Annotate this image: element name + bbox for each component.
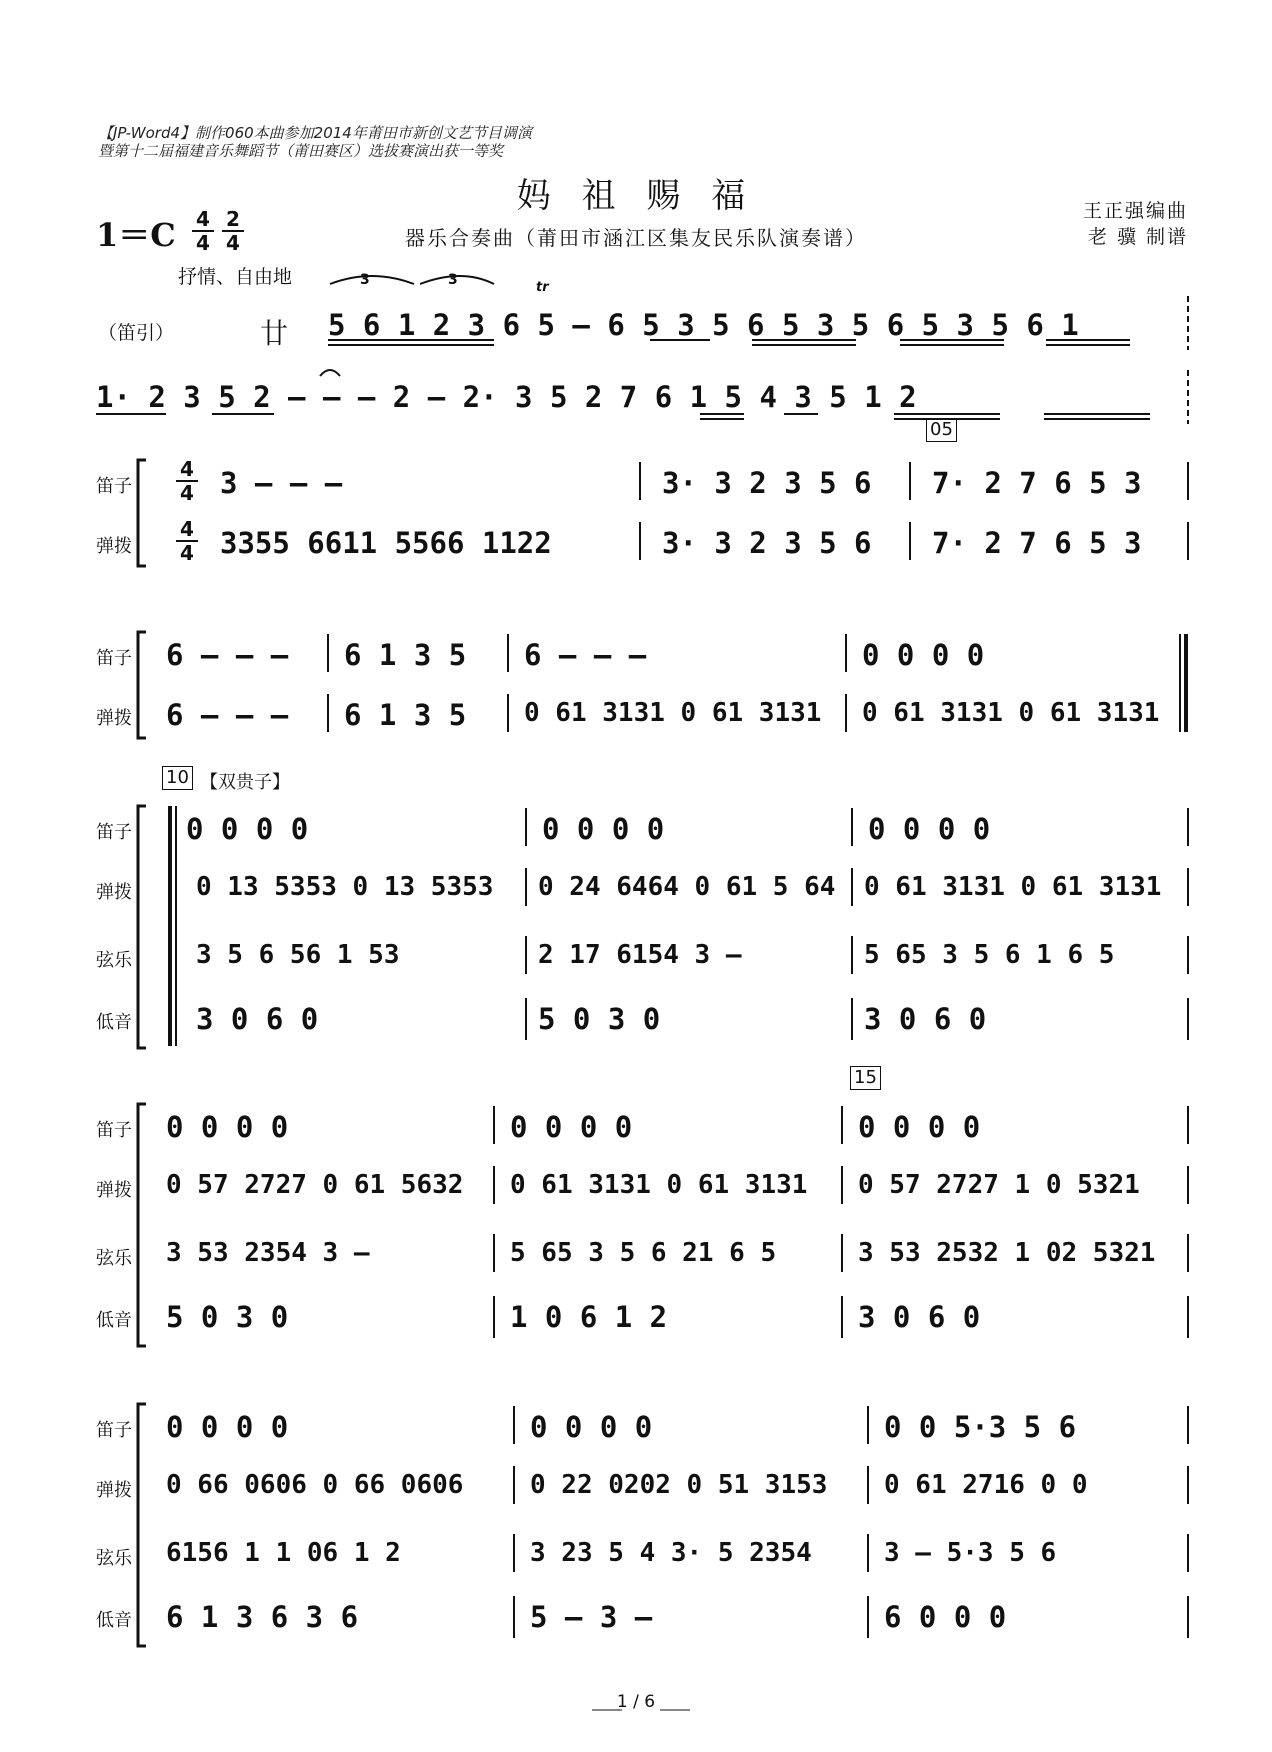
rehearsal-mark-15: 15 bbox=[850, 1066, 881, 1090]
s1-tanbo-m1: 3355 6611 5566 1122 bbox=[220, 526, 552, 560]
label-tanbo: 弹拨 bbox=[96, 536, 132, 557]
s3-xianyue-m2: 2 17 6154 3 – bbox=[538, 940, 742, 970]
s3-dizi-m2: 0 0 0 0 bbox=[542, 812, 665, 846]
s2-tanbo-m3: 0 61 3131 0 61 3131 bbox=[524, 698, 822, 728]
s1-time-den: 4 bbox=[180, 481, 194, 505]
s3-dizi-m1: 0 0 0 0 bbox=[186, 812, 309, 846]
s4-xianyue-m1: 3 53 2354 3 – bbox=[166, 1238, 370, 1268]
s4-dizi-m3: 0 0 0 0 bbox=[858, 1110, 981, 1144]
s4-tanbo-m2: 0 61 3131 0 61 3131 bbox=[510, 1170, 808, 1200]
s3-diyin-m2: 5 0 3 0 bbox=[538, 1002, 661, 1036]
label-diyin-s4: 低音 bbox=[96, 1310, 132, 1331]
label-dizi: 笛子 bbox=[96, 476, 132, 497]
s3-tanbo-m1: 0 13 5353 0 13 5353 bbox=[196, 872, 494, 902]
s3-diyin-m3: 3 0 6 0 bbox=[864, 1002, 987, 1036]
intro-symbol: 廿 bbox=[260, 317, 289, 350]
s3-diyin-m1: 3 0 6 0 bbox=[196, 1002, 319, 1036]
tempo-marking: 抒情、自由地 bbox=[178, 266, 293, 288]
label-dizi-s3: 笛子 bbox=[96, 822, 132, 843]
composer-credit: 王正强编曲 bbox=[1082, 200, 1188, 222]
section-name: 【双贵子】 bbox=[200, 772, 290, 793]
rehearsal-mark-10: 10 bbox=[162, 766, 193, 790]
intro-line-1: 5 6 1 2 3 6 5 – 6 5 3 5 6 5 3 5 6 5 3 5 6 1 bbox=[328, 308, 1079, 342]
s3-dizi-m3: 0 0 0 0 bbox=[868, 812, 991, 846]
s3-xianyue-m3: 5 65 3 5 6 1 6 5 bbox=[864, 940, 1115, 970]
engraver-credit: 老 骥 制谱 bbox=[1087, 226, 1188, 248]
header-note-line1: 【JP-Word4】制作060本曲参加2014年莆田市新创文艺节目调演 bbox=[98, 124, 532, 142]
label-dizi-s4: 笛子 bbox=[96, 1120, 132, 1141]
page-subtitle: 器乐合奏曲（莆田市涵江区集友民乐队演奏谱） bbox=[405, 226, 867, 250]
s4-diyin-m2: 1 0 6 1 2 bbox=[510, 1300, 668, 1334]
time-sig-1-den: 4 bbox=[196, 231, 210, 255]
s2-tanbo-m2: 6 1 3 5 bbox=[344, 698, 467, 732]
s5-diyin-m1: 6 1 3 6 3 6 bbox=[166, 1600, 359, 1634]
s5-xianyue-m2: 3 23 5 4 3· 5 2354 bbox=[530, 1538, 812, 1568]
triplet-mark-2: 3 bbox=[448, 272, 458, 288]
s5-xianyue-m1: 6156 1 1 06 1 2 bbox=[166, 1538, 401, 1568]
header-note-line2: 暨第十二届福建音乐舞蹈节（莆田赛区）选拔赛演出获一等奖 bbox=[98, 142, 504, 160]
s2-tanbo-m1: 6 – – – bbox=[166, 698, 289, 732]
s1-time-sig-tanbo bbox=[176, 518, 198, 564]
s4-diyin-m1: 5 0 3 0 bbox=[166, 1300, 289, 1334]
s2-tanbo-m4: 0 61 3131 0 61 3131 bbox=[862, 698, 1160, 728]
s5-diyin-m2: 5 – 3 – bbox=[530, 1600, 653, 1634]
s1-dizi-m3: 7· 2 7 6 5 3 bbox=[932, 466, 1142, 500]
intro-line-2: 1· 2 3 5 2 – – – 2 – 2· 3 5 2 7 6 1 5 4 3 5 1 2 bbox=[96, 380, 917, 414]
label-tanbo-s4: 弹拨 bbox=[96, 1180, 132, 1201]
s3-tanbo-m2: 0 24 6464 0 61 5 64 bbox=[538, 872, 836, 902]
label-diyin-s5: 低音 bbox=[96, 1610, 132, 1631]
label-xianyue-s3: 弦乐 bbox=[96, 950, 132, 971]
rehearsal-mark-05: 05 bbox=[926, 418, 957, 442]
label-dizi-s5: 笛子 bbox=[96, 1420, 132, 1441]
label-dizi-s2: 笛子 bbox=[96, 648, 132, 669]
trill-mark: tr bbox=[536, 280, 549, 295]
key-signature: 1＝C bbox=[96, 216, 176, 254]
label-diyin-s3: 低音 bbox=[96, 1012, 132, 1033]
s4-tanbo-m3: 0 57 2727 1 0 5321 bbox=[858, 1170, 1140, 1200]
label-xianyue-s4: 弦乐 bbox=[96, 1248, 132, 1269]
time-sig-1-num: 4 bbox=[192, 208, 214, 232]
s1-time-num-2: 4 bbox=[176, 518, 198, 542]
time-sig-2-den: 4 bbox=[226, 231, 240, 255]
s5-diyin-m3: 6 0 0 0 bbox=[884, 1600, 1007, 1634]
s5-tanbo-m1: 0 66 0606 0 66 0606 bbox=[166, 1470, 464, 1500]
time-sig-2-num: 2 bbox=[222, 208, 244, 232]
triplet-mark: 3 bbox=[360, 272, 370, 288]
intro-label: （笛引） bbox=[98, 322, 175, 344]
s4-dizi-m1: 0 0 0 0 bbox=[166, 1110, 289, 1144]
s1-dizi-m1: 3 – – – bbox=[220, 466, 343, 500]
label-xianyue-s5: 弦乐 bbox=[96, 1548, 132, 1569]
s1-time-num: 4 bbox=[176, 458, 198, 482]
s1-time-sig-dizi bbox=[176, 458, 198, 504]
s5-xianyue-m3: 3 – 5·3 5 6 bbox=[884, 1538, 1057, 1568]
s4-xianyue-m2: 5 65 3 5 6 21 6 5 bbox=[510, 1238, 777, 1268]
s3-tanbo-m3: 0 61 3131 0 61 3131 bbox=[864, 872, 1162, 902]
s5-tanbo-m3: 0 61 2716 0 0 bbox=[884, 1470, 1088, 1500]
s1-tanbo-m3: 7· 2 7 6 5 3 bbox=[932, 526, 1142, 560]
s4-tanbo-m1: 0 57 2727 0 61 5632 bbox=[166, 1170, 464, 1200]
s1-dizi-m2: 3· 3 2 3 5 6 bbox=[662, 466, 872, 500]
s5-tanbo-m2: 0 22 0202 0 51 3153 bbox=[530, 1470, 828, 1500]
s1-time-den-2: 4 bbox=[180, 541, 194, 565]
s4-xianyue-m3: 3 53 2532 1 02 5321 bbox=[858, 1238, 1156, 1268]
s2-dizi-m2: 6 1 3 5 bbox=[344, 638, 467, 672]
s1-tanbo-m2: 3· 3 2 3 5 6 bbox=[662, 526, 872, 560]
s3-xianyue-m1: 3 5 6 56 1 53 bbox=[196, 940, 400, 970]
page-number: 1 / 6 bbox=[616, 1692, 656, 1712]
s2-dizi-m1: 6 – – – bbox=[166, 638, 289, 672]
s2-dizi-m3: 6 – – – bbox=[524, 638, 647, 672]
label-tanbo-s5: 弹拨 bbox=[96, 1480, 132, 1501]
s5-dizi-m2: 0 0 0 0 bbox=[530, 1410, 653, 1444]
label-tanbo-s3: 弹拨 bbox=[96, 882, 132, 903]
s5-dizi-m1: 0 0 0 0 bbox=[166, 1410, 289, 1444]
label-tanbo-s2: 弹拨 bbox=[96, 708, 132, 729]
s2-dizi-m4: 0 0 0 0 bbox=[862, 638, 985, 672]
page-title: 妈 祖 赐 福 bbox=[516, 176, 756, 216]
s4-diyin-m3: 3 0 6 0 bbox=[858, 1300, 981, 1334]
s5-dizi-m3: 0 0 5·3 5 6 bbox=[884, 1410, 1077, 1444]
s4-dizi-m2: 0 0 0 0 bbox=[510, 1110, 633, 1144]
